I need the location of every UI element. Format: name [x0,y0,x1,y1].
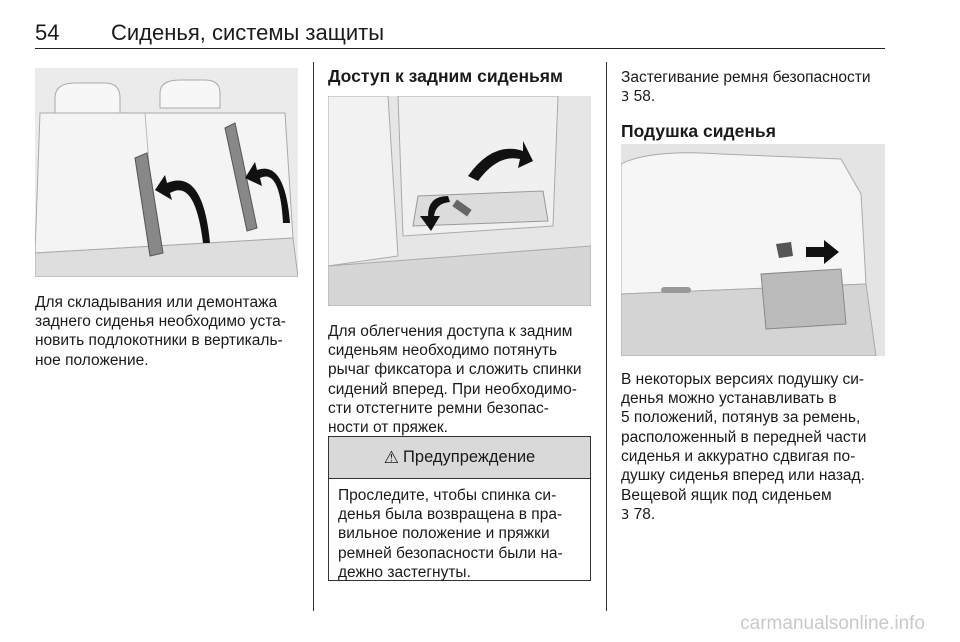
warning-header [329,437,590,479]
warning-text: Проследите, чтобы спинка си- денья была возвращена в пра- вильное положение и пряжки ремней безопасности были на- дежно застегнуты. [338,487,563,581]
section-heading: Подушка сиденья [621,121,776,141]
column-divider [313,62,314,611]
storage-reference: Вещевой ящик под сиденьем 3 78. [621,487,832,524]
seat-lever-illustration [328,96,591,306]
rear-access-instruction: Для облегчения доступа к задним сиденьям необходимо потянуть рычаг фиксатора и сложить спинки сидений вперед. При необходимо- сти отстегните ремни безопас- ности от пряжек. [328,323,582,437]
armrest-instruction: Для складывания или демонтажа заднего сиденья необходимо уста- новить подлокотники в вертикаль- ное положение. [35,294,286,369]
warning-triangle-icon: ⚠ [383,447,400,468]
page-header [35,14,885,49]
rear-seat-armrest-illustration [35,68,298,277]
cushion-instruction: В некоторых версиях подушку си- денья можно устанавливать в 5 положений, потянув за ремень, расположенный в передней части сиденья и аккуратно сдвигая по- душку сиденья вперед или назад. [621,371,867,485]
warning-box [328,436,591,581]
watermark: carmanualsonline.info [740,613,925,634]
column-divider [606,62,607,611]
seat-cushion-illustration [621,144,885,356]
reference-arrow-icon: 3 [621,90,630,106]
reference-arrow-icon: 3 [621,508,630,524]
section-heading: Доступ к задним сиденьям [328,66,563,86]
warning-title: Предупреждение [403,448,536,466]
page-title: Сиденья, системы защиты [111,20,385,45]
seat-belt-reference: Застегивание ремня безопасности 3 58. [621,69,871,106]
page-number: 54 [35,20,60,45]
